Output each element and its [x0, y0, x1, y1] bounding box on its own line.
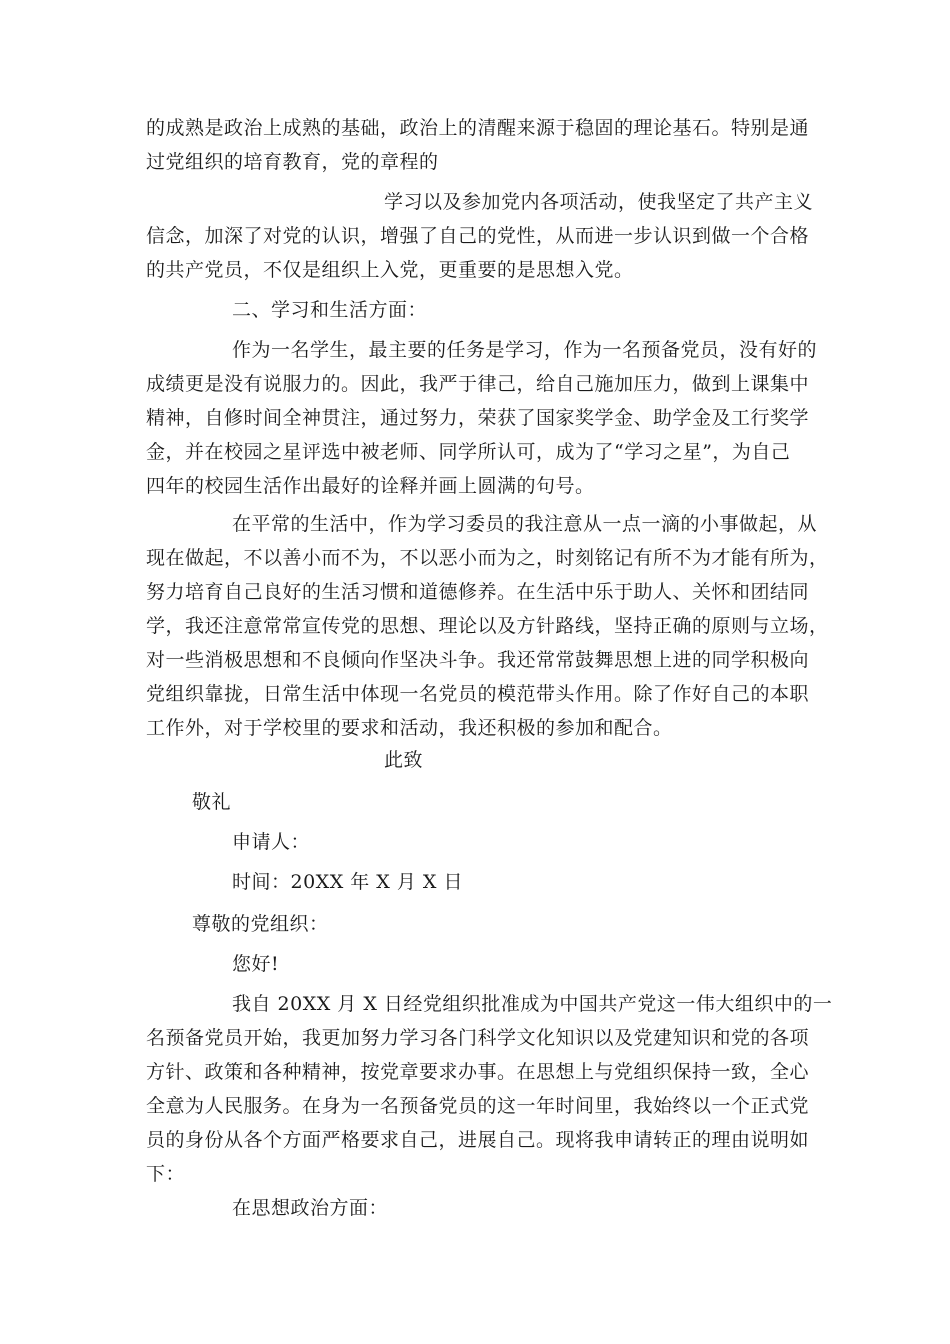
- paragraph-line: 全意为人民服务。在身为一名预备党员的这一年时间里，我始终以一个正式党: [146, 1095, 810, 1117]
- paragraph-line: 四年的校园生活作出最好的诠释并画上圆满的句号。: [146, 475, 595, 497]
- paragraph-line: 过党组织的培育教育，党的章程的: [146, 151, 439, 173]
- paragraph-line: 现在做起，不以善小而不为，不以恶小而为之，时刻铭记有所不为才能有所为，: [146, 547, 829, 569]
- paragraph-line: 下：: [146, 1163, 186, 1185]
- closing-cizhi: 此致: [384, 749, 424, 771]
- paragraph-line: 信念，加深了对党的认识，增强了自己的党性，从而进一步认识到做一个合格: [146, 225, 810, 247]
- date-line: 时间：20XX 年 X 月 X 日: [232, 871, 463, 893]
- paragraph-line: 的共产党员，不仅是组织上入党，更重要的是思想入党。: [146, 259, 634, 281]
- paragraph-line: 工作外，对于学校里的要求和活动，我还积极的参加和配合。: [146, 717, 673, 739]
- paragraph-line: 方针、政策和各种精神，按党章要求办事。在思想上与党组织保持一致，全心: [146, 1061, 810, 1083]
- paragraph-line: 精神，自修时间全神贯注，通过努力，荣获了国家奖学金、助学金及工行奖学: [146, 407, 810, 429]
- paragraph-line: 名预备党员开始，我更加努力学习各门科学文化知识以及党建知识和党的各项: [146, 1027, 810, 1049]
- section-heading: 二、学习和生活方面：: [232, 299, 428, 321]
- paragraph-line: 学，我还注意常常宣传党的思想、理论以及方针路线，坚持正确的原则与立场，: [146, 615, 829, 637]
- paragraph-line: 我自 20XX 月 X 日经党组织批准成为中国共产党这一伟大组织中的一: [232, 993, 833, 1015]
- paragraph-line: 对一些消极思想和不良倾向作坚决斗争。我还常常鼓舞思想上进的同学积极向: [146, 649, 810, 671]
- paragraph-line: 作为一名学生，最主要的任务是学习，作为一名预备党员，没有好的: [232, 339, 818, 361]
- paragraph-line: 金，并在校园之星评选中被老师、同学所认可，成为了“学习之星”，为自己: [146, 441, 791, 463]
- paragraph-line: 学习以及参加党内各项活动，使我坚定了共产主义: [384, 191, 814, 213]
- paragraph-line: 努力培育自己良好的生活习惯和道德修养。在生活中乐于助人、关怀和团结同: [146, 581, 810, 603]
- section-heading: 在思想政治方面：: [232, 1197, 389, 1219]
- paragraph-line: 党组织靠拢，日常生活中体现一名党员的模范带头作用。除了作好自己的本职: [146, 683, 810, 705]
- paragraph-line: 的成熟是政治上成熟的基础，政治上的清醒来源于稳固的理论基石。特别是通: [146, 117, 810, 139]
- closing-jingli: 敬礼: [192, 791, 232, 813]
- paragraph-line: 员的身份从各个方面严格要求自己，进展自己。现将我申请转正的理由说明如: [146, 1129, 810, 1151]
- applicant-label: 申请人：: [232, 831, 311, 853]
- greeting: 您好!: [232, 953, 280, 975]
- salutation: 尊敬的党组织：: [192, 913, 329, 935]
- paragraph-line: 在平常的生活中，作为学习委员的我注意从一点一滴的小事做起，从: [232, 513, 818, 535]
- paragraph-line: 成绩更是没有说服力的。因此，我严于律己，给自己施加压力，做到上课集中: [146, 373, 810, 395]
